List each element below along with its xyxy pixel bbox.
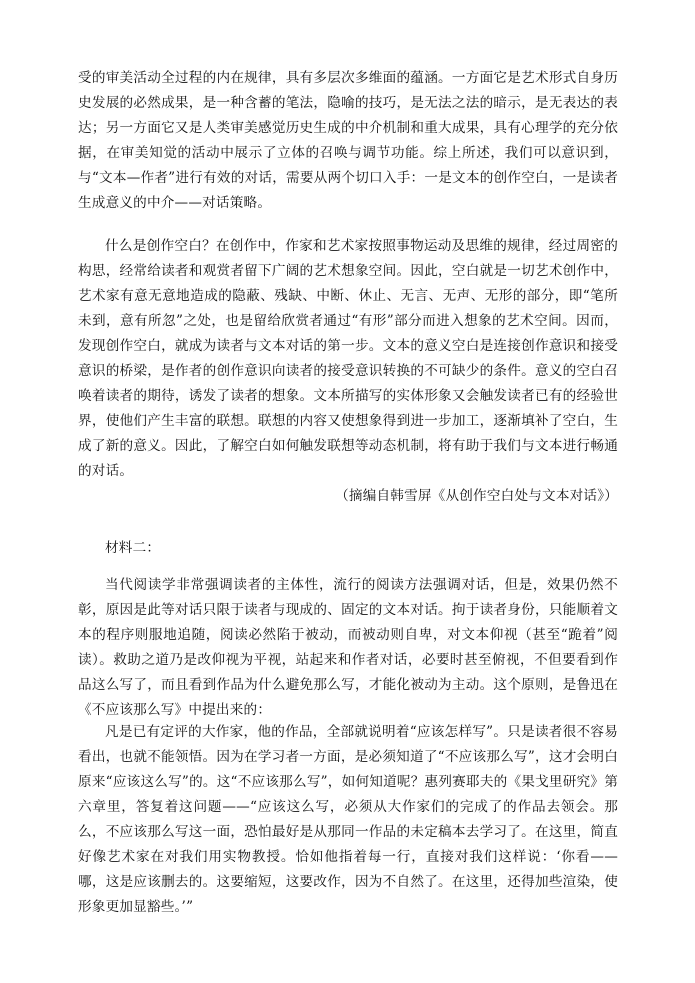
section-heading: 材料二： bbox=[105, 540, 161, 556]
paragraph-creative-blank: 什么是创作空白？在创作中，作家和艺术家按照事物运动及思维的规律，经过周密的构思，经常给读者和观赏者留下广阔的艺术想象空间。因此，空白就是一切艺术创作中，艺术家有意无意地造成的隐蔽、残缺、中断、休止、无言、无声、无形的部分，即“笔所未到，意有所忽”之处，也是留给欣赏者通过“有形”部分而进入想象的艺术空间。因而，发现创作空白，就成为读者与文本对话的第一步。文本的意义空白是连接创作意识和接受意识的桥梁，是作者的创作意识向读者的接受意识转换的不可缺少的条件。意义的空白召唤着读者的期待，诱发了读者的想象。文本所描写的实体形象又会触发读者已有的经验世界，使他们产生丰富的联想。联想的内容又使想象得到进一步加工，逐渐填补了空白，生成了新的意义。因此，了解空白如何触发联想等动态机制，将有助于我们与文本进行畅通的对话。 bbox=[78, 238, 618, 479]
paragraph-continued: 受的审美活动全过程的内在规律，具有多层次多维面的蕴涵。一方面它是艺术形式自身历史发展的必然成果，是一种含蓄的笔法，隐喻的技巧，是无法之法的暗示，是无表达的表达；另一方面它又是人类审美感觉历史生成的中介机制和重大成果，具有心理学的充分依据，在审美知觉的活动中展示了立体的召唤与调节功能。综上所述，我们可以意识到，与“文本—作者”进行有效的对话，需要从两个切口入手：一是文本的创作空白，一是读者生成意义的中介——对话策略。 bbox=[78, 70, 618, 211]
citation: （摘编自韩雪屏《从创作空白处与文本对话》） bbox=[335, 488, 618, 504]
paragraph-quotation: 凡是已有定评的大作家，他的作品，全部就说明着“应该怎样写”。只是读者很不容易看出，也就不能领悟。因为在学习者一方面，是必须知道了“不应该那么写”，这才会明白原来“应该这么写”的。这“不应该那么写”，如何知道呢？惠列赛耶夫的《果戈里研究》第六章里，答复着这问题——“应该这么写，必须从大作家们的完成了的作品去领会。那么，不应该那么写这一面，恐怕最好是从那同一作品的未定稿本去学习了。在这里，简直好像艺术家在对我们用实物教授。恰如他指着每一行，直接对我们这样说：‘你看——哪，这是应该删去的。这要缩短，这要改作，因为不自然了。在这里，还得加些渲染，使形象更加显豁些。’” bbox=[78, 724, 618, 915]
paragraph-reading-dialogue: 当代阅读学非常强调读者的主体性，流行的阅读方法强调对话，但是，效果仍然不彰，原因是此等对话只限于读者与现成的、固定的文本对话。拘于读者身份，只能顺着文本的程序则服地追随，阅读必然陷于被动，而被动则自卑，对文本仰视（甚至“跪着”阅读）。救助之道乃是改仰视为平视，站起来和作者对话，必要时甚至俯视，不但要看到作品这么写了，而且看到作品为什么避免那么写，才能化被动为主动。这个原则，是鲁迅在《不应该那么写》中提出来的： bbox=[78, 577, 618, 718]
